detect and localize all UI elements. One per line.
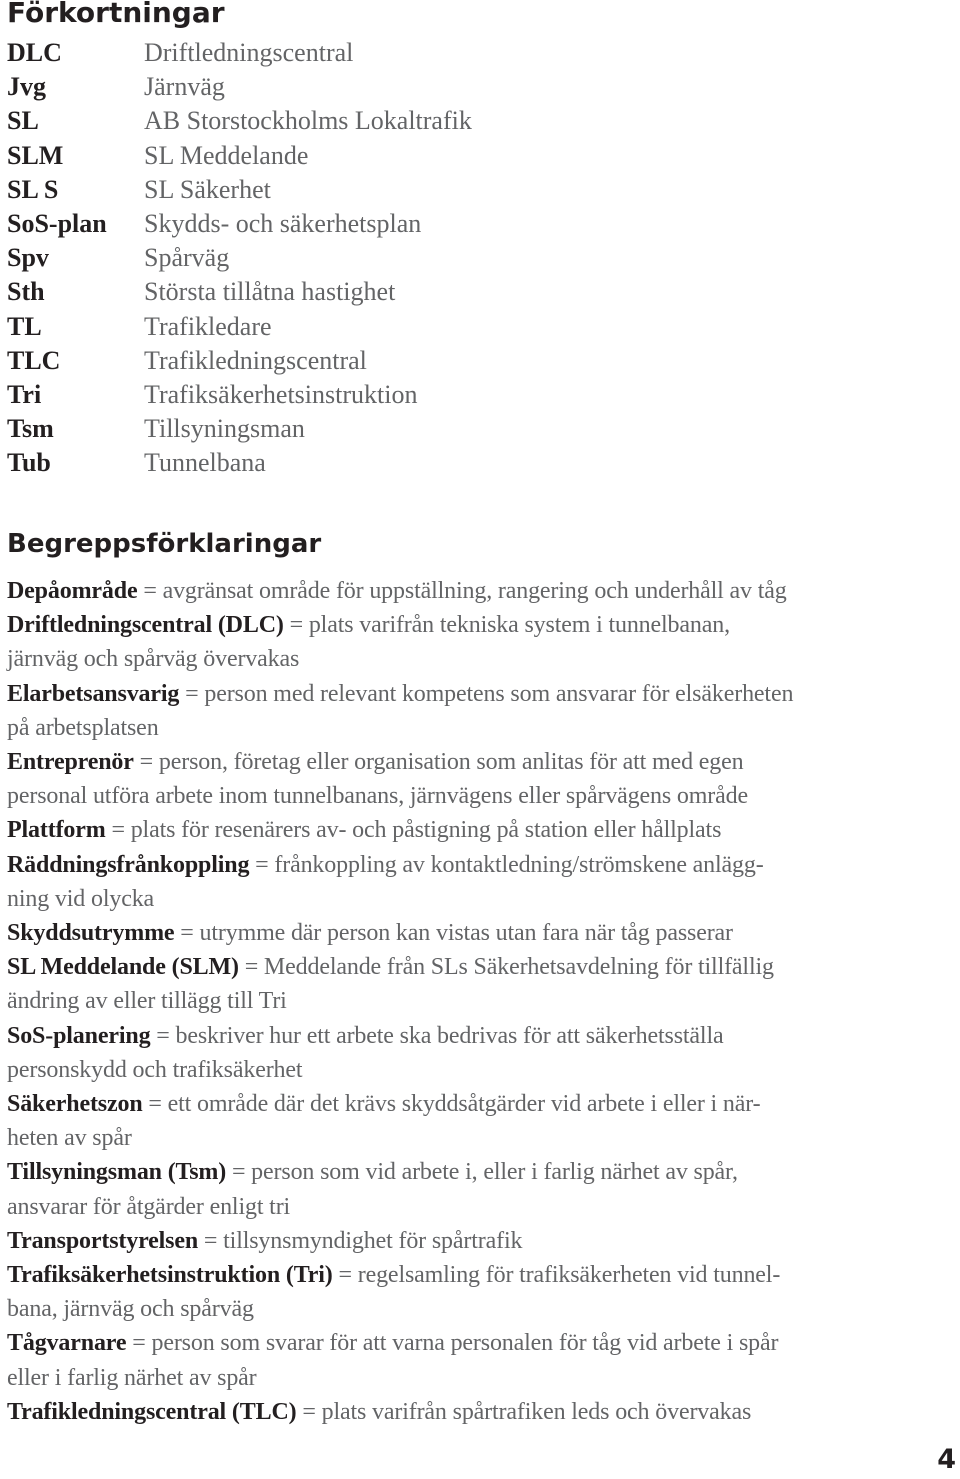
- definition-text: = avgränsat område för uppställning, rangering och underhåll av tåg: [137, 578, 787, 604]
- definition-line: [7, 574, 952, 608]
- definition-text: = person som vid arbete i, eller i farlig närhet av spår,: [226, 1159, 738, 1186]
- definition-entry: [7, 813, 952, 847]
- definition-text: järnväg och spårväg övervakas: [7, 646, 300, 673]
- definition-text: = tillsynsmyndighet för spårtrafik: [198, 1227, 523, 1254]
- definition-line: [7, 608, 952, 642]
- definition-term: Elarbetsansvarig: [7, 680, 180, 707]
- definition-text: = frånkoppling av kontaktledning/strömskene anlägg-: [249, 851, 764, 878]
- abbreviation-code: Tub: [7, 448, 51, 478]
- definition-term: Säkerhetszon: [7, 1091, 143, 1118]
- definition-text: ning vid olycka: [7, 885, 155, 912]
- definition-term: Tågvarnare: [7, 1330, 127, 1357]
- definition-line: [7, 711, 952, 745]
- definition-entry: [7, 1087, 952, 1155]
- abbreviation-row: [7, 310, 707, 344]
- abbreviation-meaning: Spårväg: [144, 243, 230, 273]
- definition-term: Räddningsfrånkoppling: [7, 851, 250, 878]
- definition-entry: [7, 574, 952, 608]
- definition-term: Trafiksäkerhetsinstruktion (Tri): [7, 1262, 333, 1289]
- definition-entry: [7, 677, 952, 745]
- abbreviation-code: SLM: [7, 140, 64, 170]
- abbreviation-row: [7, 378, 707, 412]
- definition-line: [7, 1019, 952, 1053]
- abbreviation-row: [7, 412, 707, 446]
- abbreviation-meaning: Trafiksäkerhetsinstruktion: [144, 379, 418, 409]
- definition-line: [7, 1361, 952, 1395]
- definition-term: Plattform: [7, 817, 106, 844]
- definition-text: = person med relevant kompetens som ansvarar för elsäkerheten: [179, 680, 794, 707]
- definition-term: Skyddsutrymme: [7, 920, 175, 947]
- abbreviation-meaning: Tunnelbana: [144, 448, 266, 478]
- definition-entry: [7, 1224, 952, 1258]
- definition-text: = beskriver hur ett arbete ska bedrivas för att säkerhetsställa: [150, 1022, 724, 1049]
- definition-term: Entreprenör: [7, 749, 134, 776]
- abbreviations-heading: Förkortningar: [7, 0, 225, 29]
- definition-line: [7, 916, 952, 950]
- definition-text: = plats varifrån tekniska system i tunnelbanan,: [283, 612, 730, 639]
- abbreviation-meaning: Största tillåtna hastighet: [144, 277, 396, 307]
- definition-text: = person som svarar för att varna personalen för tåg vid arbete i spår: [126, 1330, 779, 1357]
- abbreviations-list: [7, 36, 707, 480]
- abbreviation-meaning: Tillsyningsman: [144, 414, 305, 444]
- definition-text: på arbetsplatsen: [7, 714, 159, 741]
- abbreviation-row: [7, 36, 707, 70]
- definition-line: [7, 1121, 952, 1155]
- definition-line: [7, 1224, 952, 1258]
- definition-line: [7, 642, 952, 676]
- definition-entry: [7, 608, 952, 676]
- definition-text: ansvarar för åtgärder enligt tri: [7, 1193, 291, 1220]
- abbreviation-meaning: Trafikledare: [144, 311, 272, 341]
- abbreviation-row: [7, 446, 707, 480]
- abbreviation-meaning: Skydds- och säkerhetsplan: [144, 209, 422, 239]
- page-number: 4: [937, 1444, 956, 1475]
- definition-text: = ett område där det krävs skyddsåtgärder vid arbete i eller i när-: [142, 1091, 761, 1118]
- definition-text: = Meddelande från SLs Säkerhetsavdelning för tillfällig: [238, 954, 774, 981]
- definition-line: [7, 745, 952, 779]
- definition-text: = utrymme där person kan vistas utan fara när tåg passerar: [174, 920, 733, 947]
- definition-term: Depåområde: [7, 578, 138, 604]
- definition-line: [7, 813, 952, 847]
- abbreviation-code: SL S: [7, 174, 59, 204]
- abbreviation-code: DLC: [7, 38, 62, 68]
- abbreviation-code: Sth: [7, 277, 45, 307]
- definition-line: [7, 1258, 952, 1292]
- definition-entry: [7, 1326, 952, 1394]
- definition-line: [7, 848, 952, 882]
- definition-line: [7, 1395, 952, 1429]
- definition-term: Trafikledningscentral (TLC): [7, 1398, 297, 1425]
- abbreviation-row: [7, 104, 707, 138]
- definition-line: [7, 984, 952, 1018]
- abbreviation-code: SL: [7, 106, 39, 136]
- definition-line: [7, 1155, 952, 1189]
- definition-entry: [7, 848, 952, 916]
- abbreviation-meaning: Trafikledningscentral: [144, 345, 367, 375]
- definition-text: = regelsamling för trafiksäkerheten vid tunnel-: [332, 1262, 781, 1289]
- definition-line: [7, 1326, 952, 1360]
- definition-term: SoS-planering: [7, 1022, 151, 1049]
- definition-text: personal utföra arbete inom tunnelbanans, järnvägens eller spårvägens område: [7, 783, 748, 810]
- definition-line: [7, 950, 952, 984]
- abbreviation-row: [7, 241, 707, 275]
- abbreviation-meaning: SL Säkerhet: [144, 174, 271, 204]
- definition-entry: [7, 1155, 952, 1223]
- abbreviation-code: SoS-plan: [7, 209, 107, 239]
- definition-text: heten av spår: [7, 1125, 132, 1152]
- definition-text: ändring av eller tillägg till Tri: [7, 988, 287, 1015]
- abbreviation-row: [7, 139, 707, 173]
- definition-entry: [7, 950, 952, 1018]
- definitions-heading: Begreppsförklaringar: [7, 529, 322, 559]
- definition-text: personskydd och trafiksäkerhet: [7, 1056, 303, 1083]
- definition-entry: [7, 1395, 952, 1429]
- definition-text: = person, företag eller organisation som anlitas för att med egen: [133, 749, 744, 776]
- definition-entry: [7, 1019, 952, 1087]
- definition-term: Driftledningscentral (DLC): [7, 612, 284, 639]
- abbreviation-meaning: Driftledningscentral: [144, 38, 354, 68]
- abbreviation-meaning: SL Meddelande: [144, 140, 309, 170]
- abbreviation-row: [7, 207, 707, 241]
- definition-term: Tillsyningsman (Tsm): [7, 1159, 227, 1186]
- definition-text: eller i farlig närhet av spår: [7, 1364, 257, 1391]
- definition-term: SL Meddelande (SLM): [7, 954, 239, 981]
- definition-line: [7, 1292, 952, 1326]
- abbreviation-row: [7, 70, 707, 104]
- definition-text: bana, järnväg och spårväg: [7, 1296, 254, 1323]
- definition-entry: [7, 745, 952, 813]
- abbreviation-row: [7, 275, 707, 309]
- abbreviation-code: Tsm: [7, 414, 54, 444]
- abbreviation-code: Spv: [7, 243, 49, 273]
- definition-text: = plats för resenärers av- och påstigning på station eller hållplats: [105, 817, 722, 844]
- abbreviation-meaning: AB Storstockholms Lokaltrafik: [144, 106, 472, 136]
- definition-term: Transportstyrelsen: [7, 1227, 199, 1254]
- abbreviation-code: Tri: [7, 379, 42, 409]
- abbreviation-code: TLC: [7, 345, 61, 375]
- definition-line: [7, 1190, 952, 1224]
- definition-line: [7, 1087, 952, 1121]
- definition-entry: [7, 916, 952, 950]
- abbreviation-row: [7, 344, 707, 378]
- definition-line: [7, 1053, 952, 1087]
- definition-line: [7, 882, 952, 916]
- definition-entry: [7, 1258, 952, 1326]
- definition-text: = plats varifrån spårtrafiken leds och övervakas: [296, 1398, 752, 1425]
- abbreviation-code: Jvg: [7, 72, 46, 102]
- abbreviation-meaning: Järnväg: [144, 72, 225, 102]
- abbreviation-row: [7, 173, 707, 207]
- definition-line: [7, 677, 952, 711]
- definition-line: [7, 779, 952, 813]
- definitions-list: [7, 574, 952, 1429]
- abbreviation-code: TL: [7, 311, 42, 341]
